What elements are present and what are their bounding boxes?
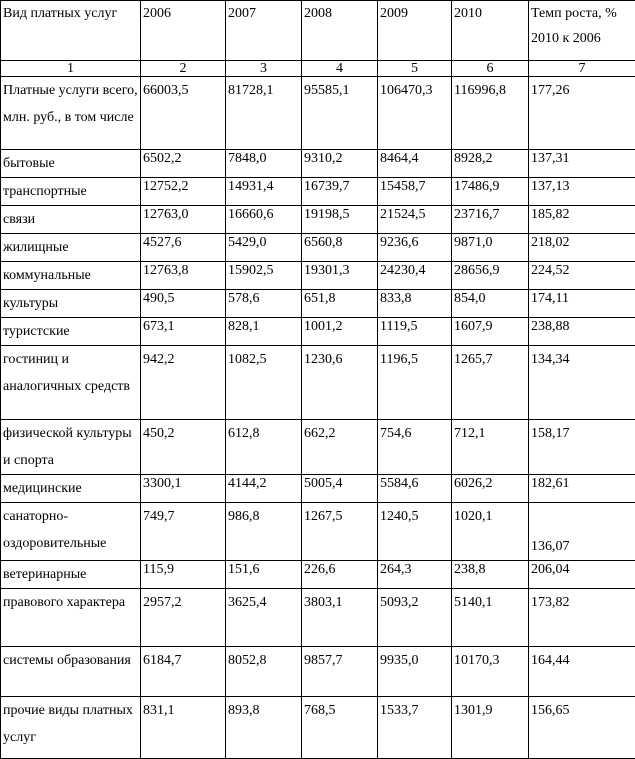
value-cell: 115,9 xyxy=(141,561,226,589)
service-name-cell: правового характера xyxy=(1,589,141,647)
value-cell: 8052,8 xyxy=(226,647,302,697)
value-cell: 10170,3 xyxy=(452,647,529,697)
value-cell: 264,3 xyxy=(378,561,452,589)
table-row xyxy=(1,503,635,561)
value-cell: 3625,4 xyxy=(226,589,302,647)
value-cell: 768,5 xyxy=(302,697,378,759)
value-cell: 450,2 xyxy=(141,420,226,475)
table-row xyxy=(1,234,635,262)
value-cell: 17486,9 xyxy=(452,178,529,206)
value-cell: 28656,9 xyxy=(452,262,529,290)
growth-rate-cell: 177,26 xyxy=(529,77,635,150)
growth-rate-cell: 238,88 xyxy=(529,318,635,346)
service-name-cell: гостиниц и аналогичных средств xyxy=(1,346,141,420)
value-cell: 9857,7 xyxy=(302,647,378,697)
table-row xyxy=(1,647,635,697)
service-name-cell: бытовые xyxy=(1,150,141,178)
growth-rate-cell: 164,44 xyxy=(529,647,635,697)
service-name-cell: системы образования xyxy=(1,647,141,697)
value-cell: 1533,7 xyxy=(378,697,452,759)
service-name-cell: туристские xyxy=(1,318,141,346)
value-cell: 942,2 xyxy=(141,346,226,420)
header-service-type: Вид платных услуг xyxy=(1,1,141,61)
column-number: 5 xyxy=(378,61,452,77)
value-cell: 19198,5 xyxy=(302,206,378,234)
table-row xyxy=(1,697,635,759)
value-cell: 2957,2 xyxy=(141,589,226,647)
column-number: 2 xyxy=(141,61,226,77)
header-year-2008: 2008 xyxy=(302,1,378,61)
service-name-cell: медицинские xyxy=(1,475,141,503)
value-cell: 106470,3 xyxy=(378,77,452,150)
value-cell: 578,6 xyxy=(226,290,302,318)
value-cell: 21524,5 xyxy=(378,206,452,234)
value-cell: 6026,2 xyxy=(452,475,529,503)
table-row xyxy=(1,475,635,503)
value-cell: 4144,2 xyxy=(226,475,302,503)
header-growth-rate xyxy=(529,1,635,61)
value-cell: 5140,1 xyxy=(452,589,529,647)
value-cell: 3803,1 xyxy=(302,589,378,647)
value-cell: 4527,6 xyxy=(141,234,226,262)
value-cell: 612,8 xyxy=(226,420,302,475)
value-cell: 9871,0 xyxy=(452,234,529,262)
service-name-cell: санаторно-оздоровительные xyxy=(1,503,141,561)
growth-rate-cell: 158,17 xyxy=(529,420,635,475)
growth-rate-cell: 134,34 xyxy=(529,346,635,420)
service-name-cell: Платные услуги всего, млн. руб., в том числе xyxy=(1,77,141,150)
value-cell: 3300,1 xyxy=(141,475,226,503)
value-cell: 831,1 xyxy=(141,697,226,759)
growth-rate-cell: 156,65 xyxy=(529,697,635,759)
value-cell: 238,8 xyxy=(452,561,529,589)
value-cell: 986,8 xyxy=(226,503,302,561)
table-row xyxy=(1,589,635,647)
value-cell: 14931,4 xyxy=(226,178,302,206)
growth-rate-cell: 185,82 xyxy=(529,206,635,234)
value-cell: 12752,2 xyxy=(141,178,226,206)
value-cell: 662,2 xyxy=(302,420,378,475)
growth-rate-cell: 174,11 xyxy=(529,290,635,318)
value-cell: 712,1 xyxy=(452,420,529,475)
table-row xyxy=(1,77,635,150)
value-cell: 9236,6 xyxy=(378,234,452,262)
value-cell: 12763,0 xyxy=(141,206,226,234)
value-cell: 6184,7 xyxy=(141,647,226,697)
service-name-cell: культуры xyxy=(1,290,141,318)
value-cell: 854,0 xyxy=(452,290,529,318)
value-cell: 9935,0 xyxy=(378,647,452,697)
value-cell: 5429,0 xyxy=(226,234,302,262)
value-cell: 6502,2 xyxy=(141,150,226,178)
value-cell: 151,6 xyxy=(226,561,302,589)
value-cell: 15458,7 xyxy=(378,178,452,206)
value-cell: 1301,9 xyxy=(452,697,529,759)
value-cell: 81728,1 xyxy=(226,77,302,150)
growth-rate-cell: 206,04 xyxy=(529,561,635,589)
growth-rate-cell: 224,52 xyxy=(529,262,635,290)
column-number: 7 xyxy=(529,61,635,77)
growth-rate-cell: 136,07 xyxy=(529,503,635,561)
value-cell: 1240,5 xyxy=(378,503,452,561)
value-cell: 1267,5 xyxy=(302,503,378,561)
column-number: 3 xyxy=(226,61,302,77)
value-cell: 16739,7 xyxy=(302,178,378,206)
value-cell: 1265,7 xyxy=(452,346,529,420)
value-cell: 1001,2 xyxy=(302,318,378,346)
value-cell: 226,6 xyxy=(302,561,378,589)
table-row xyxy=(1,561,635,589)
service-name-cell: прочие виды платных услуг xyxy=(1,697,141,759)
value-cell: 6560,8 xyxy=(302,234,378,262)
value-cell: 1119,5 xyxy=(378,318,452,346)
value-cell: 5093,2 xyxy=(378,589,452,647)
column-number: 4 xyxy=(302,61,378,77)
value-cell: 12763,8 xyxy=(141,262,226,290)
value-cell: 15902,5 xyxy=(226,262,302,290)
value-cell: 651,8 xyxy=(302,290,378,318)
value-cell: 8464,4 xyxy=(378,150,452,178)
table-row xyxy=(1,178,635,206)
value-cell: 833,8 xyxy=(378,290,452,318)
value-cell: 749,7 xyxy=(141,503,226,561)
growth-rate-cell: 182,61 xyxy=(529,475,635,503)
service-name-cell: физической культуры и спорта xyxy=(1,420,141,475)
service-name-cell: жилищные xyxy=(1,234,141,262)
value-cell: 66003,5 xyxy=(141,77,226,150)
header-year-2007: 2007 xyxy=(226,1,302,61)
table-row xyxy=(1,150,635,178)
value-cell: 24230,4 xyxy=(378,262,452,290)
service-name-cell: транспортные xyxy=(1,178,141,206)
table-row xyxy=(1,420,635,475)
value-cell: 673,1 xyxy=(141,318,226,346)
table-row xyxy=(1,318,635,346)
column-number-row xyxy=(1,61,635,77)
value-cell: 490,5 xyxy=(141,290,226,318)
value-cell: 9310,2 xyxy=(302,150,378,178)
value-cell: 116996,8 xyxy=(452,77,529,150)
value-cell: 1196,5 xyxy=(378,346,452,420)
value-cell: 16660,6 xyxy=(226,206,302,234)
service-name-cell: ветеринарные xyxy=(1,561,141,589)
value-cell: 23716,7 xyxy=(452,206,529,234)
table-row xyxy=(1,346,635,420)
column-number: 1 xyxy=(1,61,141,77)
table-row xyxy=(1,262,635,290)
header-row xyxy=(1,1,635,61)
growth-rate-cell: 218,02 xyxy=(529,234,635,262)
value-cell: 828,1 xyxy=(226,318,302,346)
value-cell: 1230,6 xyxy=(302,346,378,420)
growth-rate-cell: 137,13 xyxy=(529,178,635,206)
column-number: 6 xyxy=(452,61,529,77)
growth-rate-cell: 173,82 xyxy=(529,589,635,647)
service-name-cell: связи xyxy=(1,206,141,234)
table-row xyxy=(1,290,635,318)
value-cell: 19301,3 xyxy=(302,262,378,290)
value-cell: 1020,1 xyxy=(452,503,529,561)
value-cell: 893,8 xyxy=(226,697,302,759)
header-year-2010: 2010 xyxy=(452,1,529,61)
table-row xyxy=(1,206,635,234)
service-name-cell: коммунальные xyxy=(1,262,141,290)
value-cell: 95585,1 xyxy=(302,77,378,150)
value-cell: 5005,4 xyxy=(302,475,378,503)
header-year-2006: 2006 xyxy=(141,1,226,61)
value-cell: 8928,2 xyxy=(452,150,529,178)
value-cell: 7848,0 xyxy=(226,150,302,178)
value-cell: 754,6 xyxy=(378,420,452,475)
growth-rate-cell: 137,31 xyxy=(529,150,635,178)
value-cell: 1607,9 xyxy=(452,318,529,346)
header-growth-rate-line1: Темп роста, % xyxy=(531,6,617,21)
value-cell: 5584,6 xyxy=(378,475,452,503)
value-cell: 1082,5 xyxy=(226,346,302,420)
header-year-2009: 2009 xyxy=(378,1,452,61)
header-growth-rate-line2: 2010 к 2006 xyxy=(531,31,601,46)
